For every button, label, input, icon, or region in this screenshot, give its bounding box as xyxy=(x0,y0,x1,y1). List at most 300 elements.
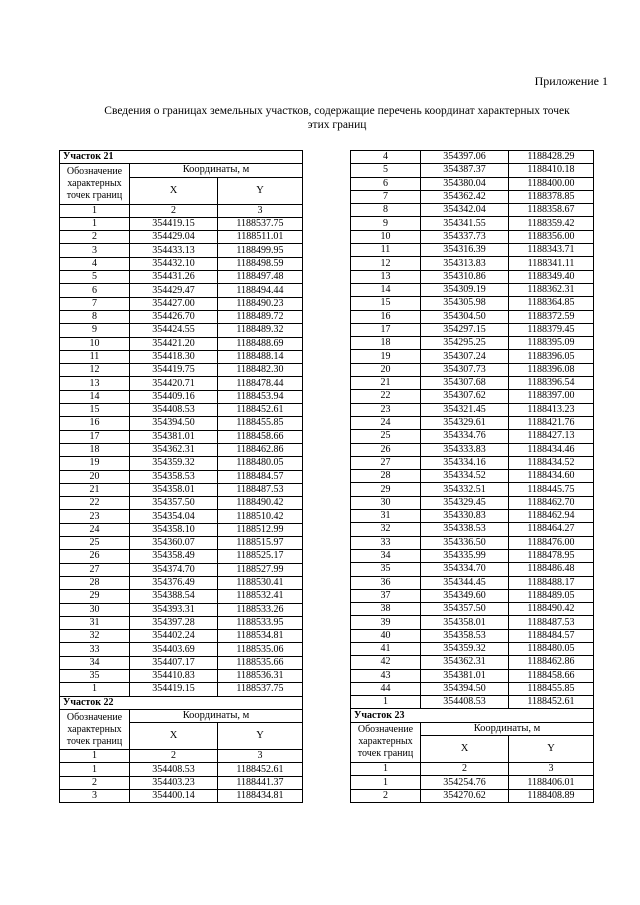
y-coordinate: 1188488.69 xyxy=(218,337,303,350)
table-row xyxy=(60,776,303,789)
coordinates-header: Координаты, м xyxy=(130,709,303,722)
x-coordinate: 354334.52 xyxy=(421,470,509,483)
column-header-row xyxy=(60,709,303,722)
coordinates-header: Координаты, м xyxy=(421,722,594,735)
x-coordinate: 354394.50 xyxy=(421,682,509,695)
point-number: 9 xyxy=(60,324,130,337)
table-row xyxy=(351,190,594,203)
x-coordinate: 354358.01 xyxy=(421,616,509,629)
table-row xyxy=(60,790,303,803)
y-coordinate: 1188484.57 xyxy=(218,470,303,483)
x-coordinate: 354408.53 xyxy=(130,404,218,417)
x-coordinate: 354358.10 xyxy=(130,523,218,536)
x-coordinate: 354381.01 xyxy=(130,430,218,443)
table-row xyxy=(60,337,303,350)
y-coordinate: 1188478.95 xyxy=(509,549,594,562)
table-row xyxy=(60,683,303,696)
table-row xyxy=(351,563,594,576)
column-number-row xyxy=(351,763,594,776)
y-coordinate: 1188490.42 xyxy=(218,497,303,510)
column-header-row xyxy=(351,722,594,735)
x-coordinate: 354403.23 xyxy=(130,776,218,789)
table-row xyxy=(351,576,594,589)
y-coordinate: 1188515.97 xyxy=(218,537,303,550)
point-number: 8 xyxy=(351,204,421,217)
section-title-row xyxy=(60,151,303,164)
point-number: 34 xyxy=(351,549,421,562)
y-column-header: Y xyxy=(218,177,303,204)
table-row xyxy=(60,257,303,270)
table-row xyxy=(351,483,594,496)
table-row xyxy=(351,523,594,536)
column-number-row xyxy=(60,750,303,763)
y-coordinate: 1188464.27 xyxy=(509,523,594,536)
column-number: 3 xyxy=(509,763,594,776)
x-coordinate: 354349.60 xyxy=(421,589,509,602)
table-row xyxy=(351,377,594,390)
y-coordinate: 1188395.09 xyxy=(509,337,594,350)
x-coordinate: 354419.15 xyxy=(130,683,218,696)
table-row xyxy=(351,177,594,190)
table-row xyxy=(351,164,594,177)
point-number: 33 xyxy=(351,536,421,549)
designation-header-line: характерных xyxy=(358,736,413,748)
y-coordinate: 1188434.60 xyxy=(509,470,594,483)
x-coordinate: 354334.76 xyxy=(421,430,509,443)
y-coordinate: 1188452.61 xyxy=(218,763,303,776)
y-coordinate: 1188476.00 xyxy=(509,536,594,549)
y-coordinate: 1188488.14 xyxy=(218,350,303,363)
table-row xyxy=(60,669,303,682)
x-coordinate: 354307.73 xyxy=(421,363,509,376)
point-number: 31 xyxy=(60,616,130,629)
y-coordinate: 1188406.01 xyxy=(509,776,594,789)
table-row xyxy=(351,510,594,523)
y-coordinate: 1188434.52 xyxy=(509,456,594,469)
x-coordinate: 354305.98 xyxy=(421,297,509,310)
table-body-right xyxy=(351,151,594,803)
section-title: Участок 23 xyxy=(351,709,594,722)
y-coordinate: 1188534.81 xyxy=(218,630,303,643)
x-coordinate: 354321.45 xyxy=(421,403,509,416)
point-number: 1 xyxy=(60,763,130,776)
point-number: 23 xyxy=(351,403,421,416)
table-row xyxy=(60,324,303,337)
table-row xyxy=(351,430,594,443)
y-coordinate: 1188490.23 xyxy=(218,297,303,310)
y-coordinate: 1188489.72 xyxy=(218,310,303,323)
y-coordinate: 1188535.06 xyxy=(218,643,303,656)
table-row xyxy=(60,523,303,536)
point-number: 9 xyxy=(351,217,421,230)
column-header-row xyxy=(60,164,303,177)
x-coordinate: 354397.28 xyxy=(130,616,218,629)
x-coordinate: 354409.16 xyxy=(130,390,218,403)
table-row xyxy=(60,590,303,603)
y-coordinate: 1188356.00 xyxy=(509,230,594,243)
table-row xyxy=(60,390,303,403)
table-row xyxy=(351,682,594,695)
section-title: Участок 21 xyxy=(60,151,303,164)
table-row xyxy=(60,443,303,456)
x-coordinate: 354407.17 xyxy=(130,656,218,669)
coordinates-header: Координаты, м xyxy=(130,164,303,177)
y-coordinate: 1188478.44 xyxy=(218,377,303,390)
point-number: 5 xyxy=(351,164,421,177)
table-row xyxy=(351,270,594,283)
x-coordinate: 354334.16 xyxy=(421,456,509,469)
designation-header xyxy=(60,164,130,204)
x-coordinate: 354358.53 xyxy=(130,470,218,483)
y-coordinate: 1188537.75 xyxy=(218,217,303,230)
designation-header-line: точек границ xyxy=(66,189,123,201)
point-number: 16 xyxy=(351,310,421,323)
point-number: 6 xyxy=(351,177,421,190)
y-coordinate: 1188379.45 xyxy=(509,323,594,336)
y-coordinate: 1188434.81 xyxy=(218,790,303,803)
table-row xyxy=(351,323,594,336)
x-coordinate: 354381.01 xyxy=(421,669,509,682)
y-coordinate: 1188533.95 xyxy=(218,616,303,629)
point-number: 31 xyxy=(351,510,421,523)
x-coordinate: 354342.04 xyxy=(421,204,509,217)
x-coordinate: 354419.75 xyxy=(130,364,218,377)
x-coordinate: 354359.32 xyxy=(130,457,218,470)
point-number: 30 xyxy=(351,496,421,509)
y-coordinate: 1188349.40 xyxy=(509,270,594,283)
point-number: 35 xyxy=(60,669,130,682)
x-coordinate: 354329.45 xyxy=(421,496,509,509)
point-number: 22 xyxy=(60,497,130,510)
y-coordinate: 1188497.48 xyxy=(218,271,303,284)
y-coordinate: 1188452.61 xyxy=(509,696,594,709)
y-coordinate: 1188434.46 xyxy=(509,443,594,456)
y-coordinate: 1188489.05 xyxy=(509,589,594,602)
table-row xyxy=(351,230,594,243)
point-number: 18 xyxy=(60,443,130,456)
point-number: 1 xyxy=(351,696,421,709)
point-number: 12 xyxy=(351,257,421,270)
point-number: 11 xyxy=(60,350,130,363)
y-coordinate: 1188489.32 xyxy=(218,324,303,337)
table-row xyxy=(60,483,303,496)
table-row xyxy=(60,537,303,550)
table-row xyxy=(60,417,303,430)
y-coordinate: 1188427.13 xyxy=(509,430,594,443)
x-coordinate: 354297.15 xyxy=(421,323,509,336)
y-coordinate: 1188462.86 xyxy=(218,443,303,456)
table-row xyxy=(351,283,594,296)
x-coordinate: 354309.19 xyxy=(421,283,509,296)
table-row xyxy=(351,603,594,616)
table-row xyxy=(60,497,303,510)
y-coordinate: 1188490.42 xyxy=(509,603,594,616)
table-row xyxy=(60,656,303,669)
point-number: 23 xyxy=(60,510,130,523)
y-coordinate: 1188413.23 xyxy=(509,403,594,416)
y-coordinate: 1188484.57 xyxy=(509,629,594,642)
y-coordinate: 1188510.42 xyxy=(218,510,303,523)
table-row xyxy=(60,297,303,310)
x-coordinate: 354332.51 xyxy=(421,483,509,496)
table-row xyxy=(351,536,594,549)
x-coordinate: 354394.50 xyxy=(130,417,218,430)
x-coordinate: 354359.32 xyxy=(421,642,509,655)
point-number: 42 xyxy=(351,656,421,669)
document-title xyxy=(62,104,612,132)
point-number: 28 xyxy=(351,470,421,483)
point-number: 14 xyxy=(60,390,130,403)
table-row xyxy=(60,217,303,230)
y-coordinate: 1188441.37 xyxy=(218,776,303,789)
point-number: 40 xyxy=(351,629,421,642)
y-coordinate: 1188494.44 xyxy=(218,284,303,297)
y-coordinate: 1188535.66 xyxy=(218,656,303,669)
point-number: 20 xyxy=(60,470,130,483)
x-coordinate: 354334.70 xyxy=(421,563,509,576)
point-number: 30 xyxy=(60,603,130,616)
x-coordinate: 354333.83 xyxy=(421,443,509,456)
y-coordinate: 1188397.00 xyxy=(509,390,594,403)
x-coordinate: 354387.37 xyxy=(421,164,509,177)
column-number-row xyxy=(60,204,303,217)
x-coordinate: 354341.55 xyxy=(421,217,509,230)
point-number: 20 xyxy=(351,363,421,376)
y-coordinate: 1188364.85 xyxy=(509,297,594,310)
column-number: 1 xyxy=(60,204,130,217)
y-coordinate: 1188532.41 xyxy=(218,590,303,603)
designation-header-line: характерных xyxy=(67,177,122,189)
column-number: 2 xyxy=(130,750,218,763)
point-number: 2 xyxy=(60,231,130,244)
y-coordinate: 1188530.41 xyxy=(218,576,303,589)
table-row xyxy=(351,789,594,802)
x-coordinate: 354433.13 xyxy=(130,244,218,257)
y-coordinate: 1188462.70 xyxy=(509,496,594,509)
table-row xyxy=(60,377,303,390)
x-coordinate: 354420.71 xyxy=(130,377,218,390)
x-coordinate: 354410.83 xyxy=(130,669,218,682)
y-coordinate: 1188480.05 xyxy=(218,457,303,470)
y-coordinate: 1188452.61 xyxy=(218,404,303,417)
point-number: 34 xyxy=(60,656,130,669)
y-coordinate: 1188358.67 xyxy=(509,204,594,217)
designation-header xyxy=(351,722,421,762)
table-row xyxy=(351,204,594,217)
y-column-header: Y xyxy=(509,736,594,763)
point-number: 24 xyxy=(351,416,421,429)
x-coordinate: 354362.31 xyxy=(130,443,218,456)
table-row xyxy=(60,364,303,377)
point-number: 35 xyxy=(351,563,421,576)
y-coordinate: 1188341.11 xyxy=(509,257,594,270)
section-title-row xyxy=(351,709,594,722)
y-coordinate: 1188462.86 xyxy=(509,656,594,669)
x-coordinate: 354408.53 xyxy=(130,763,218,776)
table-row xyxy=(351,616,594,629)
point-number: 21 xyxy=(60,483,130,496)
x-coordinate: 354304.50 xyxy=(421,310,509,323)
point-number: 13 xyxy=(60,377,130,390)
y-coordinate: 1188525.17 xyxy=(218,550,303,563)
table-row xyxy=(351,151,594,164)
point-number: 22 xyxy=(351,390,421,403)
y-coordinate: 1188455.85 xyxy=(509,682,594,695)
table-row xyxy=(60,310,303,323)
y-coordinate: 1188488.17 xyxy=(509,576,594,589)
point-number: 17 xyxy=(60,430,130,443)
table-row xyxy=(60,576,303,589)
x-coordinate: 354418.30 xyxy=(130,350,218,363)
table-row xyxy=(60,510,303,523)
appendix-label: Приложение 1 xyxy=(534,74,608,88)
x-column-header: X xyxy=(130,177,218,204)
point-number: 44 xyxy=(351,682,421,695)
table-row xyxy=(351,217,594,230)
point-number: 10 xyxy=(351,230,421,243)
x-coordinate: 354403.69 xyxy=(130,643,218,656)
table-row xyxy=(60,550,303,563)
table-row xyxy=(351,443,594,456)
table-row xyxy=(351,589,594,602)
x-coordinate: 354310.86 xyxy=(421,270,509,283)
x-coordinate: 354374.70 xyxy=(130,563,218,576)
table-row xyxy=(351,390,594,403)
point-number: 33 xyxy=(60,643,130,656)
table-row xyxy=(60,457,303,470)
designation-header-line: Обозначение xyxy=(66,711,123,723)
y-coordinate: 1188462.94 xyxy=(509,510,594,523)
y-coordinate: 1188445.75 xyxy=(509,483,594,496)
x-coordinate: 354397.06 xyxy=(421,151,509,164)
point-number: 17 xyxy=(351,323,421,336)
table-row xyxy=(60,404,303,417)
y-coordinate: 1188458.66 xyxy=(218,430,303,443)
column-number: 3 xyxy=(218,750,303,763)
point-number: 1 xyxy=(351,776,421,789)
point-number: 26 xyxy=(351,443,421,456)
point-number: 16 xyxy=(60,417,130,430)
point-number: 3 xyxy=(60,790,130,803)
title-line-1: Сведения о границах земельных участков, содержащие перечень координат характерных точек xyxy=(104,105,570,117)
y-coordinate: 1188396.05 xyxy=(509,350,594,363)
x-column-header: X xyxy=(421,736,509,763)
x-coordinate: 354429.47 xyxy=(130,284,218,297)
x-coordinate: 354344.45 xyxy=(421,576,509,589)
table-row xyxy=(351,350,594,363)
table-row xyxy=(60,763,303,776)
point-number: 7 xyxy=(60,297,130,310)
y-coordinate: 1188536.31 xyxy=(218,669,303,682)
designation-header-line: точек границ xyxy=(66,735,123,747)
column-number: 2 xyxy=(130,204,218,217)
point-number: 7 xyxy=(351,190,421,203)
x-coordinate: 354307.68 xyxy=(421,377,509,390)
x-column-header: X xyxy=(130,723,218,750)
point-number: 12 xyxy=(60,364,130,377)
y-coordinate: 1188482.30 xyxy=(218,364,303,377)
y-coordinate: 1188487.53 xyxy=(218,483,303,496)
point-number: 5 xyxy=(60,271,130,284)
x-coordinate: 354376.49 xyxy=(130,576,218,589)
point-number: 15 xyxy=(351,297,421,310)
table-row xyxy=(60,244,303,257)
y-coordinate: 1188421.76 xyxy=(509,416,594,429)
x-coordinate: 354358.49 xyxy=(130,550,218,563)
table-row xyxy=(351,629,594,642)
x-coordinate: 354360.07 xyxy=(130,537,218,550)
y-coordinate: 1188533.26 xyxy=(218,603,303,616)
table-row xyxy=(60,271,303,284)
y-coordinate: 1188359.42 xyxy=(509,217,594,230)
table-row xyxy=(60,616,303,629)
table-row xyxy=(351,456,594,469)
point-number: 4 xyxy=(60,257,130,270)
point-number: 19 xyxy=(351,350,421,363)
y-coordinate: 1188396.54 xyxy=(509,377,594,390)
table-row xyxy=(351,496,594,509)
y-coordinate: 1188396.08 xyxy=(509,363,594,376)
x-coordinate: 354338.53 xyxy=(421,523,509,536)
point-number: 32 xyxy=(351,523,421,536)
x-coordinate: 354429.04 xyxy=(130,231,218,244)
y-coordinate: 1188499.95 xyxy=(218,244,303,257)
x-coordinate: 354358.01 xyxy=(130,483,218,496)
y-coordinate: 1188400.00 xyxy=(509,177,594,190)
x-coordinate: 354254.76 xyxy=(421,776,509,789)
x-coordinate: 354402.24 xyxy=(130,630,218,643)
point-number: 18 xyxy=(351,337,421,350)
table-row xyxy=(351,337,594,350)
table-row xyxy=(60,603,303,616)
y-coordinate: 1188537.75 xyxy=(218,683,303,696)
point-number: 28 xyxy=(60,576,130,589)
x-coordinate: 354400.14 xyxy=(130,790,218,803)
x-coordinate: 354336.50 xyxy=(421,536,509,549)
table-row xyxy=(351,257,594,270)
table-row xyxy=(351,310,594,323)
y-coordinate: 1188455.85 xyxy=(218,417,303,430)
point-number: 3 xyxy=(60,244,130,257)
column-number: 1 xyxy=(351,763,421,776)
x-coordinate: 354358.53 xyxy=(421,629,509,642)
point-number: 29 xyxy=(351,483,421,496)
x-coordinate: 354316.39 xyxy=(421,244,509,257)
point-number: 8 xyxy=(60,310,130,323)
x-coordinate: 354354.04 xyxy=(130,510,218,523)
table-row xyxy=(351,549,594,562)
y-coordinate: 1188453.94 xyxy=(218,390,303,403)
y-coordinate: 1188428.29 xyxy=(509,151,594,164)
table-row xyxy=(351,642,594,655)
table-row xyxy=(60,430,303,443)
point-number: 41 xyxy=(351,642,421,655)
point-number: 26 xyxy=(60,550,130,563)
table-row xyxy=(351,669,594,682)
table-row xyxy=(60,284,303,297)
table-row xyxy=(351,416,594,429)
y-coordinate: 1188527.99 xyxy=(218,563,303,576)
point-number: 43 xyxy=(351,669,421,682)
table-row xyxy=(351,363,594,376)
x-coordinate: 354270.62 xyxy=(421,789,509,802)
column-number: 1 xyxy=(60,750,130,763)
y-coordinate: 1188511.01 xyxy=(218,231,303,244)
point-number: 2 xyxy=(60,776,130,789)
table-row xyxy=(351,403,594,416)
y-coordinate: 1188378.85 xyxy=(509,190,594,203)
table-row xyxy=(60,231,303,244)
